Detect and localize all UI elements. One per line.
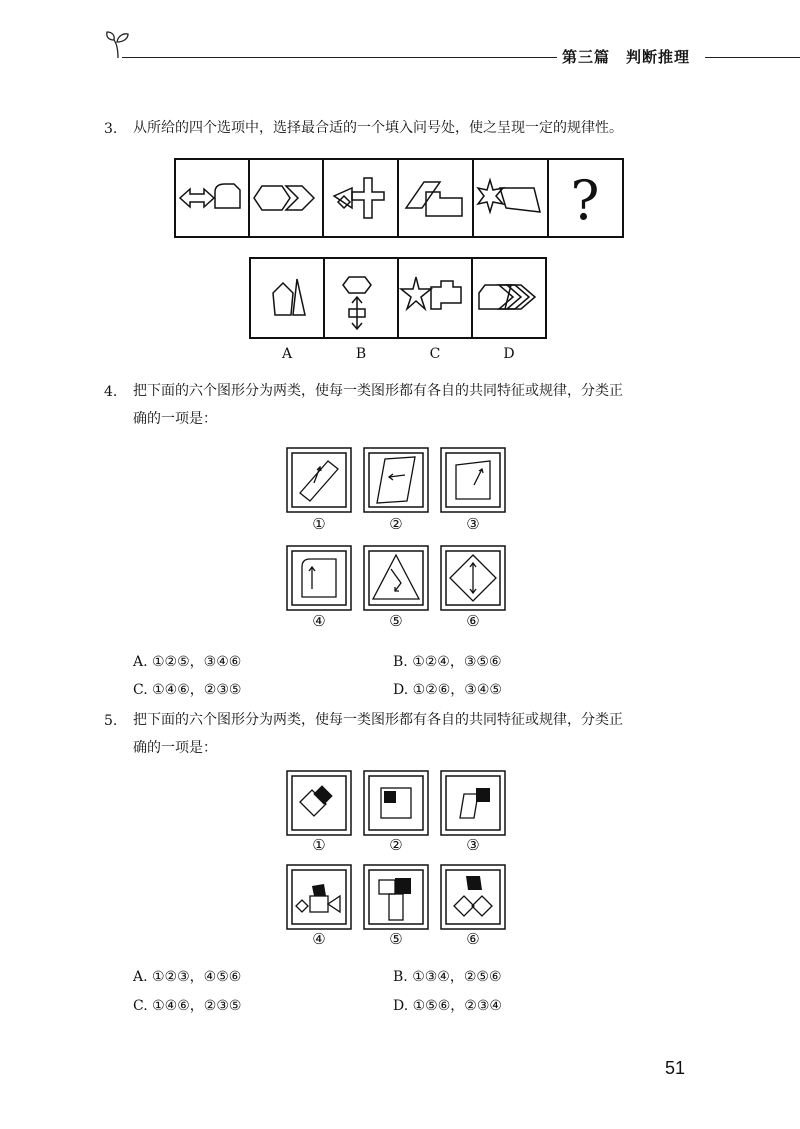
q5-figure-6	[440, 864, 506, 930]
q4-figure-1	[286, 447, 352, 513]
q4-figure-4-label: ④	[312, 612, 326, 630]
q5-option-b[interactable]: B. ①③④，②⑤⑥	[393, 969, 502, 985]
q3-options-strip	[249, 257, 547, 339]
q3-option-a-label[interactable]: A	[281, 346, 293, 362]
q3-option-c-figure	[401, 277, 461, 309]
q3-figure-4	[406, 182, 462, 216]
q3-figure-1	[180, 184, 240, 208]
q3-question-mark: ?	[570, 169, 600, 232]
q5-option-a[interactable]: A. ①②③，④⑤⑥	[133, 969, 242, 985]
header-rule-right	[705, 57, 800, 58]
q5-figure-1-label: ①	[312, 836, 326, 854]
q4-figure-3-label: ③	[466, 515, 480, 533]
q5-figure-4-label: ④	[312, 930, 326, 948]
q5-figure-4	[286, 864, 352, 930]
q4-text-line1: 把下面的六个图形分为两类，使每一类图形都有各自的共同特征或规律，分类正	[133, 383, 623, 399]
q5-figure-6-label: ⑥	[466, 930, 480, 948]
q3-option-d-label[interactable]: D	[503, 346, 515, 362]
q4-figure-1-label: ①	[312, 515, 326, 533]
q3-figure-3	[334, 178, 384, 218]
q4-figure-5-label: ⑤	[389, 612, 403, 630]
q3-option-b-figure	[343, 277, 371, 329]
q3-option-a-figure	[273, 279, 305, 315]
q4-option-d[interactable]: D. ①②⑥，③④⑤	[393, 682, 502, 698]
q3-option-b-label[interactable]: B	[355, 346, 367, 362]
q5-text-line1: 把下面的六个图形分为两类，使每一类图形都有各自的共同特征或规律，分类正	[133, 712, 623, 728]
q4-figure-2-label: ②	[389, 515, 403, 533]
q5-figure-3	[440, 770, 506, 836]
q4-figure-3	[440, 447, 506, 513]
q3-figure-5	[478, 180, 540, 212]
q4-figure-5	[363, 545, 429, 611]
q4-number: 4.	[104, 384, 118, 400]
q4-option-c[interactable]: C. ①④⑥，②③⑤	[133, 682, 242, 698]
q3-number: 3.	[104, 121, 118, 137]
q4-text-line2: 确的一项是：	[133, 411, 217, 427]
sprout-icon	[104, 28, 134, 60]
page-number: 51	[665, 1058, 686, 1078]
q5-figure-1	[286, 770, 352, 836]
q5-option-d[interactable]: D. ①⑤⑥，②③④	[393, 998, 502, 1014]
q4-option-a[interactable]: A. ①②⑤，③④⑥	[133, 654, 242, 670]
q5-figure-3-label: ③	[466, 836, 480, 854]
q3-text: 从所给的四个选项中，选择最合适的一个填入问号处，使之呈现一定的规律性。	[133, 120, 623, 136]
q4-figure-6-label: ⑥	[466, 612, 480, 630]
q3-sequence-strip	[174, 158, 624, 238]
q4-figure-4	[286, 545, 352, 611]
q5-figure-2	[363, 770, 429, 836]
q5-figure-2-label: ②	[389, 836, 403, 854]
q5-figure-5	[363, 864, 429, 930]
q4-figure-6	[440, 545, 506, 611]
q5-figure-5-label: ⑤	[389, 930, 403, 948]
q3-option-d-figure	[479, 285, 535, 309]
q5-number: 5.	[104, 713, 118, 729]
q3-option-c-label[interactable]: C	[429, 346, 441, 362]
q5-option-c[interactable]: C. ①④⑥，②③⑤	[133, 998, 242, 1014]
q3-figure-2	[254, 186, 314, 210]
q4-option-b[interactable]: B. ①②④，③⑤⑥	[393, 654, 502, 670]
header-rule-left	[122, 57, 557, 58]
q4-figure-2	[363, 447, 429, 513]
section-title: 第三篇 判断推理	[562, 48, 691, 66]
q5-text-line2: 确的一项是：	[133, 740, 217, 756]
